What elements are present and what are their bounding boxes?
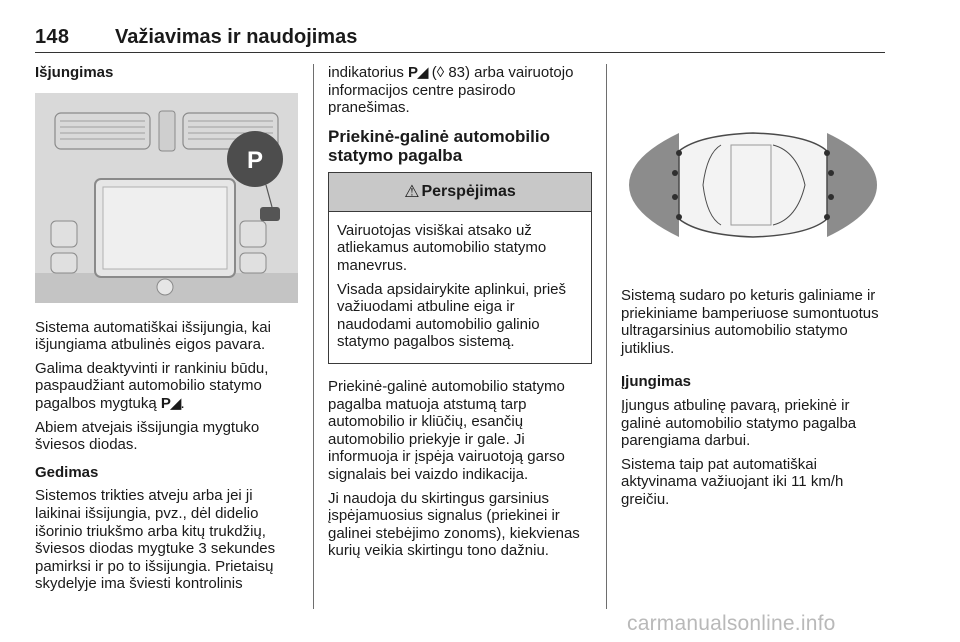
paragraph: Priekinė-galinė automobilio statymo pagalba matuoja atstumą tarp automobilio ir kliūčių, esančių automobilio priekyje ir gale. Ji informuoja ir įspėja vairuotoją garso signalais bei vaizdo indikacija. — [328, 377, 565, 483]
column-divider — [606, 64, 607, 609]
warning-text: Visada apsidairykite aplinkui, prieš važiuodami atbuline eiga ir naudodami automobilio galinio statymo pagalbos sistemą. — [337, 280, 567, 351]
paragraph: Sistema taip pat automatiškai aktyvinama važiuojant iki 11 km/h greičiu. — [621, 455, 844, 508]
paragraph: Ji naudoja du skirtingus garsinius įspėjamuosius signalus (priekinei ir galinei stebėjimo zonoms), kiekvienas kurių veikia skirtingu tono dažniu. — [328, 489, 580, 560]
column-divider — [313, 64, 314, 609]
warning-triangle-icon: ⚠ — [404, 181, 420, 201]
warning-title: Perspėjimas — [421, 182, 516, 200]
warning-box — [328, 172, 592, 364]
column-2 — [328, 64, 592, 566]
heading-on: Įjungimas — [621, 373, 692, 391]
section-title: Priekinė-galinė automobilio statymo pagalba — [328, 126, 550, 166]
column-3 — [621, 64, 885, 515]
heading-off: Išjungimas — [35, 64, 114, 81]
page-header — [35, 26, 885, 53]
paragraph: Įjungus atbulinę pavarą, priekinė ir galinė automobilio statymo pagalba parengiama darbui. — [621, 396, 857, 450]
warning-header — [329, 173, 591, 212]
warning-text: Vairuotojas visiškai atsako už atliekamus automobilio statymo manevrus. — [337, 221, 547, 274]
paragraph: indikatorius P◢ (◊ 83) arba vairuotojo informacijos centre pasirodo pranešimas. — [328, 64, 574, 117]
paragraph: Sistemos trikties atveju arba jei ji laikinai išsijungia, pvz., dėl didelio išorinio triukšmo arba kitų trukdžių, šviesos diodas mygtuke 3 sekundes pamirksi ir po to išsijungia. Prietaisų skydelyje ima šviesti kontrolinis — [35, 487, 276, 593]
page-title: Važiavimas ir naudojimas — [115, 26, 358, 48]
park-assist-icon: P◢ — [408, 64, 428, 81]
paragraph: Sistema automatiškai išsijungia, kai išjungiama atbulinės eigos pavara. — [35, 318, 271, 354]
column-1 — [35, 64, 298, 599]
paragraph: Sistemą sudaro po keturis galiniame ir priekiniame bamperiuose sumontuotus ultragarsinius automobilio statymo jutiklius. — [621, 287, 879, 357]
park-assist-icon: P◢ — [160, 394, 181, 412]
heading-faults: Gedimas — [35, 463, 99, 481]
watermark: carmanualsonline.info — [627, 612, 836, 635]
park-assist-button-icon: P — [246, 146, 264, 174]
page-number: 148 — [35, 26, 70, 48]
dashboard-figure — [35, 93, 298, 303]
paragraph: Galima deaktyvinti ir rankiniu būdu, paspaudžiant automobilio statymo pagalbos mygtuką P◢. — [35, 359, 269, 412]
car-top-view-sensors-icon — [621, 61, 885, 273]
paragraph: Abiem atvejais išsijungia mygtuko šviesos diodas. — [35, 418, 260, 454]
